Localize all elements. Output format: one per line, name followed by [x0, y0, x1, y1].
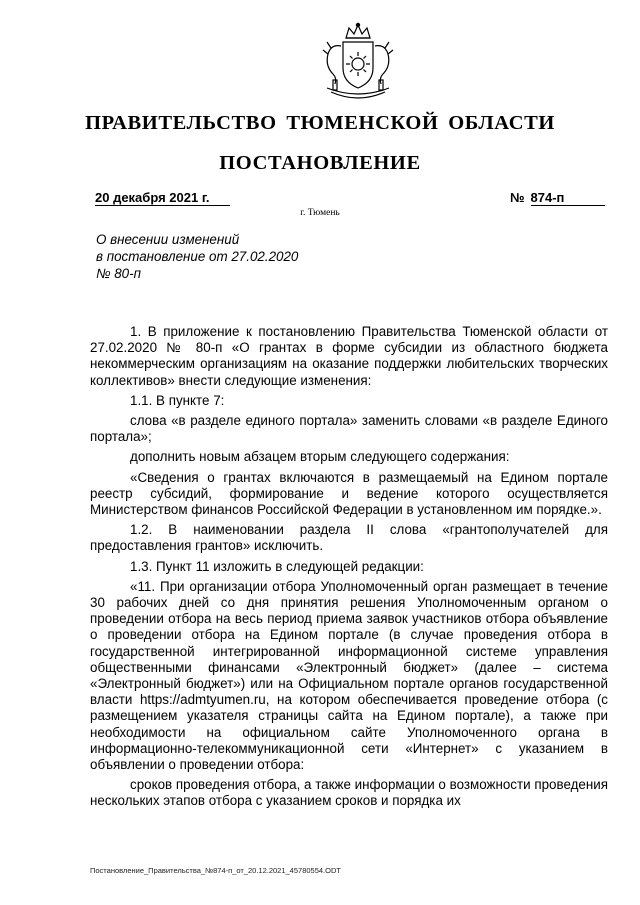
paragraph: дополнить новым абзацем вторым следующего содержания: — [130, 449, 510, 465]
paragraph: 1.3. Пункт 11 изложить в следующей редакции: — [130, 558, 424, 574]
file-footer: Постановление_Правительства_№874-п_от_20.12.2021_45780554.ODT — [90, 866, 341, 875]
coat-of-arms-icon — [313, 22, 403, 104]
number-value: 874-п — [531, 190, 605, 206]
paragraph: «11. При организации отбора Уполномоченный орган размещает в течение 30 рабочих дней со дня принятия решения Уполномоченным органом о проведении отбора на весь период приема заявок участников отбора объявление о проведении отбора на Едином портале (в случае проведения отбора в государственной интегрированной информационной системе управления общественными финансами «Электронный бюджет» (далее – система «Электронный бюджет») или на Официальном портале органов государственной власти https://admtyumen.ru, на котором обеспечивается проведение отбора (с размещением указателя страницы сайта на Едином портале), а также при необходимости на официальном сайте Уполномоченного органа в информационно-телекоммуникационной сети «Интернет» с указанием в объявлении о проведении отбора: — [90, 578, 608, 773]
city: г. Тюмень — [300, 208, 340, 218]
document-date: 20 декабря 2021 г. — [95, 190, 230, 206]
document-type: ПОСТАНОВЛЕНИЕ — [219, 152, 421, 174]
paragraph: сроков проведения отбора, а также информации о возможности проведения нескольких этапов отбора с указанием сроков и порядка их — [90, 777, 608, 809]
subject-line: № 80-п — [96, 266, 141, 281]
document-number — [510, 190, 605, 206]
document-body — [90, 324, 608, 814]
subject-line: О внесении изменений — [96, 232, 240, 247]
subject-line: в постановление от 27.02.2020 — [96, 249, 299, 264]
government-title: ПРАВИТЕЛЬСТВО ТЮМЕНСКОЙ ОБЛАСТИ — [85, 112, 555, 134]
number-label: № — [510, 190, 525, 205]
paragraph: 1.2. В наименовании раздела II слова «грантополучателей для предоставления грантов» исключить. — [90, 522, 608, 554]
paragraph: слова «в разделе единого портала» заменить словами «в разделе Единого портала»; — [90, 413, 608, 445]
document-subject — [96, 231, 298, 282]
paragraph: «Сведения о грантах включаются в размещаемый на Едином портале реестр субсидий, формирование и ведение которого осуществляется Министерством финансов Российской Федерации в установленном им порядке.». — [90, 469, 608, 518]
paragraph: 1. В приложение к постановлению Правительства Тюменской области от 27.02.2020 № 80-п «О грантах в форме субсидии из областного бюджета некоммерческим организациям на оказание поддержки любительских творческих коллективов» внести следующие изменения: — [90, 324, 608, 388]
paragraph: 1.1. В пункте 7: — [130, 392, 225, 408]
